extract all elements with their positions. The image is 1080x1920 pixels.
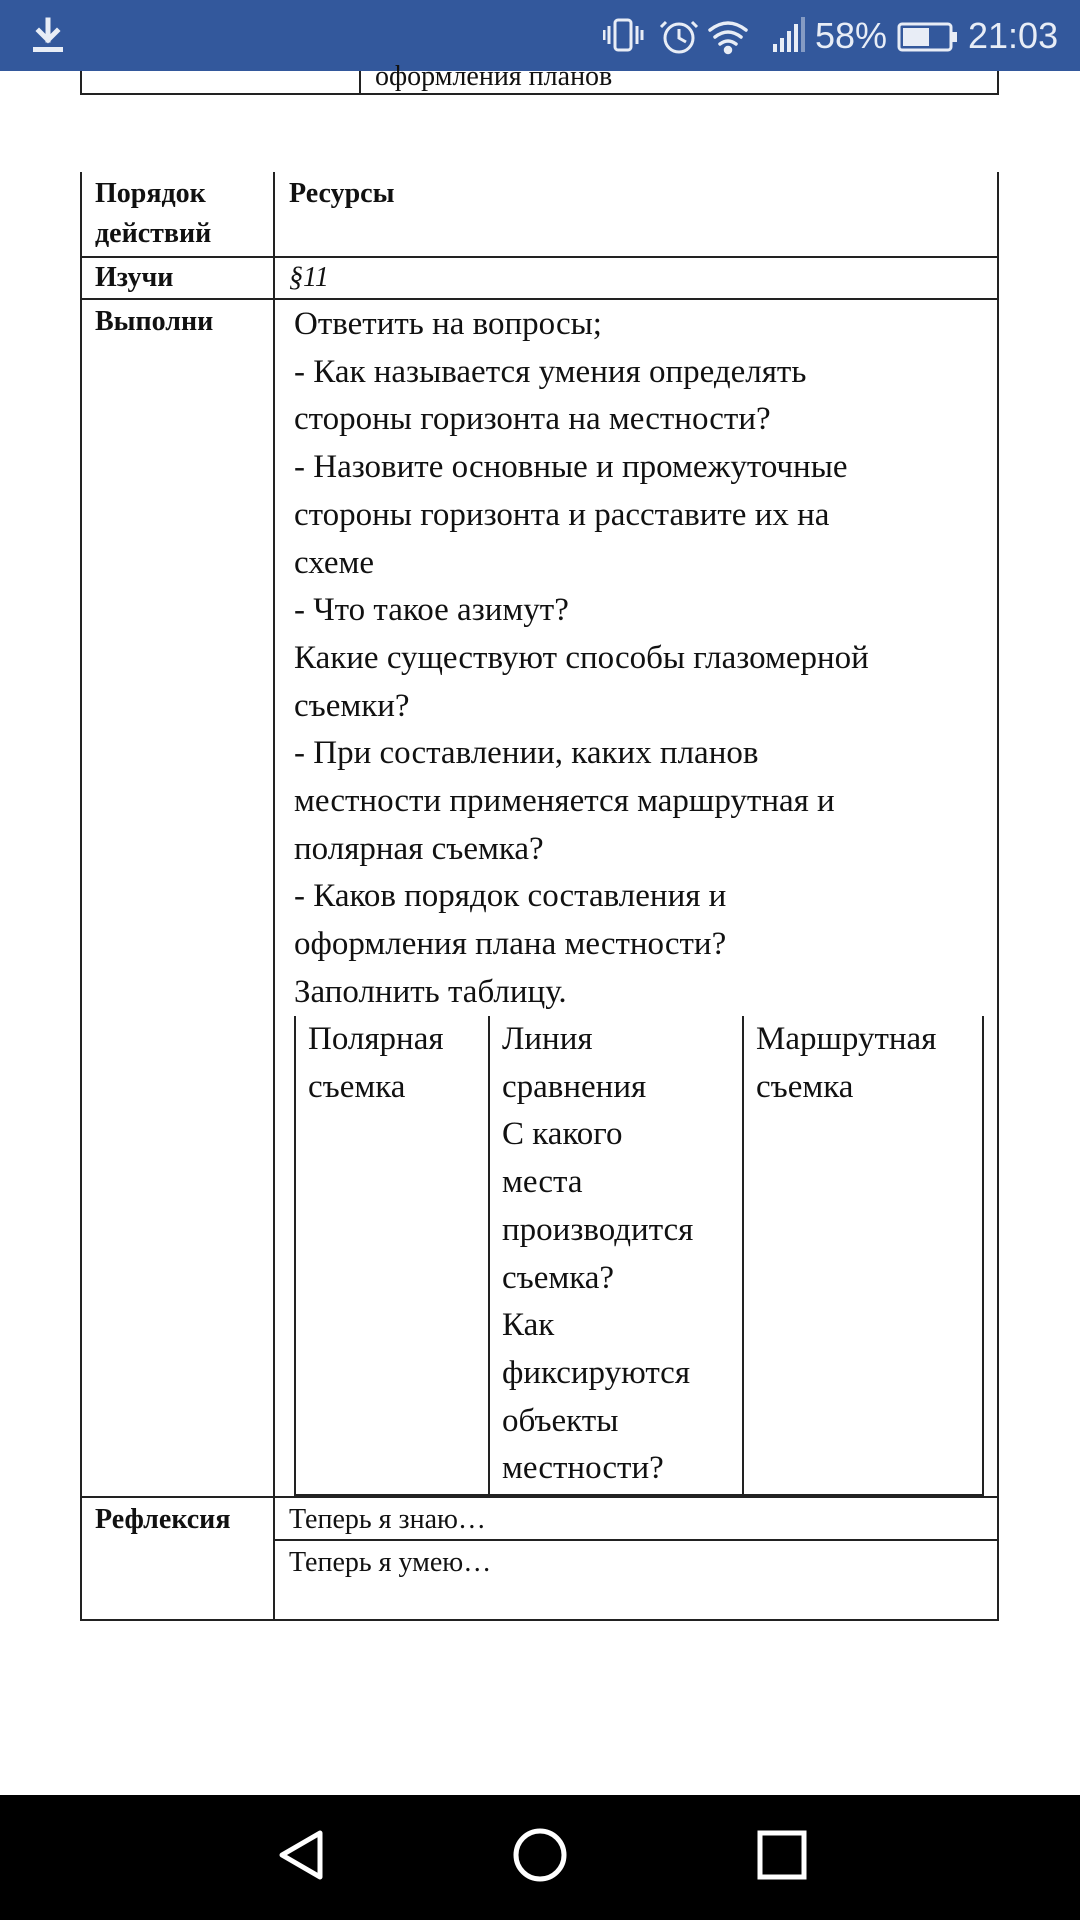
- inner-header-polar: Полярная: [308, 1021, 444, 1057]
- navigation-bar: [0, 1795, 1080, 1920]
- task-line: полярная съемка?: [294, 830, 544, 867]
- task-line: стороны горизонта и расставите их на: [294, 496, 830, 533]
- task-line: - Как называется умения определять: [294, 353, 807, 390]
- download-icon[interactable]: [28, 16, 68, 56]
- task-line: оформления плана местности?: [294, 926, 727, 963]
- header-order-of-actions-line2: действий: [95, 218, 212, 249]
- previous-table-fragment: оформления планов: [375, 61, 613, 92]
- inner-header-comparison: Линия: [502, 1021, 593, 1057]
- alarm-icon: [661, 22, 697, 52]
- home-icon[interactable]: [510, 1825, 570, 1885]
- task-line: схеме: [294, 544, 375, 581]
- table-border-right: [997, 172, 999, 1621]
- inner-header-polar-line2: съемка: [308, 1068, 406, 1105]
- inner-table-border: [294, 1016, 296, 1496]
- task-line: съемки?: [294, 687, 410, 724]
- inner-row-question: местности?: [502, 1450, 664, 1487]
- task-line: - Каков порядок составления и: [294, 878, 727, 915]
- table-border-left: [80, 172, 82, 1621]
- document-page[interactable]: [0, 61, 1080, 1795]
- inner-row-question: объекты: [502, 1402, 619, 1439]
- clock: 21:03: [968, 15, 1059, 56]
- task-line: стороны горизонта на местности?: [294, 401, 771, 438]
- inner-header-comparison-line2: сравнения: [502, 1068, 647, 1105]
- study-label: Изучи: [95, 262, 174, 293]
- reflection-label: Рефлексия: [95, 1504, 231, 1535]
- header-resources: Ресурсы: [289, 178, 395, 209]
- header-order-of-actions: Порядок: [95, 178, 206, 209]
- vibrate-icon: [604, 20, 642, 50]
- reflection-item-can: Теперь я умею…: [289, 1547, 492, 1578]
- task-line: - При составлении, каких планов: [294, 735, 759, 772]
- reflection-item-know: Теперь я знаю…: [289, 1504, 486, 1535]
- task-line: Заполнить таблицу.: [294, 973, 567, 1010]
- inner-row-question: С какого: [502, 1116, 623, 1153]
- task-line: Какие существуют способы глазомерной: [294, 639, 869, 676]
- task-line: Ответить на вопросы;: [294, 306, 602, 342]
- task-line: - Назовите основные и промежуточные: [294, 449, 848, 486]
- task-line: - Что такое азимут?: [294, 592, 569, 629]
- battery-icon: [897, 22, 959, 52]
- study-paragraph: §11: [289, 262, 329, 293]
- inner-row-question: места: [502, 1164, 583, 1201]
- back-icon[interactable]: [272, 1825, 328, 1885]
- battery-percent: 58%: [815, 15, 888, 56]
- task-line: местности применяется маршрутная и: [294, 783, 835, 819]
- recents-icon[interactable]: [752, 1825, 812, 1885]
- table-column-divider: [273, 172, 275, 1621]
- wifi-icon: [710, 23, 746, 53]
- inner-row-question: производится: [502, 1211, 694, 1248]
- inner-header-route: Маршрутная: [756, 1021, 937, 1057]
- task-label: Выполни: [95, 306, 214, 337]
- inner-row-question: фиксируются: [502, 1354, 690, 1391]
- status-icons: [603, 14, 808, 58]
- inner-row-question: Как: [502, 1307, 555, 1344]
- inner-header-route-line2: съемка: [756, 1068, 854, 1105]
- inner-row-question: съемка?: [502, 1259, 615, 1296]
- signal-icon: [773, 17, 805, 52]
